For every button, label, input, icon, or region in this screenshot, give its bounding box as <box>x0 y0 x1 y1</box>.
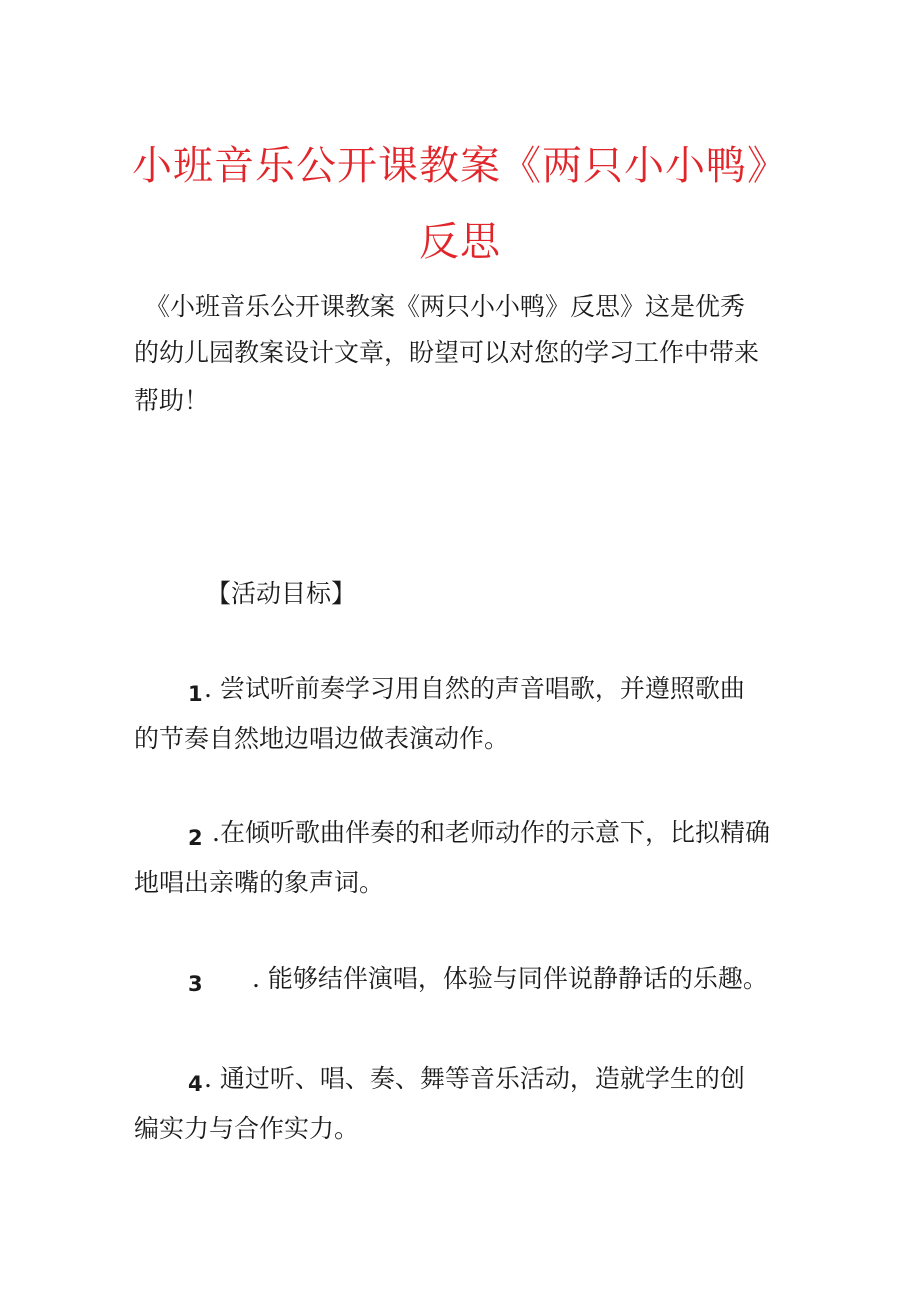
goal-text-1-line-1: . 尝试听前奏学习用自然的声音唱歌，并遵照歌曲 <box>204 674 745 703</box>
goal-number-1: 1 <box>188 682 203 706</box>
goal-text-2-line-1: .在倾听歌曲伴奏的和老师动作的示意下，比拟精确 <box>212 818 770 847</box>
document-title-line-2: 反思 <box>419 219 501 265</box>
goal-number-3: 3 <box>188 972 203 996</box>
goal-item-4 <box>0 1062 920 1142</box>
intro-line-2: 的幼儿园教案设计文章，盼望可以对您的学习工作中带来 <box>134 338 760 367</box>
goal-number-4: 4 <box>188 1072 203 1096</box>
goal-text-2-line-2: 地唱出亲嘴的象声词。 <box>134 868 385 897</box>
goal-item-3 <box>0 962 920 1042</box>
goal-text-3-line-1: . 能够结伴演唱，体验与同伴说静静话的乐趣。 <box>252 964 768 993</box>
goal-text-1-line-2: 的节奏自然地边唱边做表演动作。 <box>134 724 510 753</box>
intro-line-1: 《小班音乐公开课教案《两只小小鸭》反思》这是优秀 <box>145 292 746 321</box>
intro-line-3: 帮助！ <box>134 386 210 415</box>
goal-item-2 <box>0 816 920 896</box>
goal-item-1 <box>0 672 920 752</box>
goal-number-2: 2 <box>188 826 203 850</box>
goal-text-4-line-1: . 通过听、唱、奏、舞等音乐活动，造就学生的创 <box>204 1064 745 1093</box>
goal-text-4-line-2: 编实力与合作实力。 <box>134 1114 360 1143</box>
section-heading: 【活动目标】 <box>206 579 357 608</box>
document-title-line-1: 小班音乐公开课教案《两只小小鸭》 <box>132 143 788 189</box>
